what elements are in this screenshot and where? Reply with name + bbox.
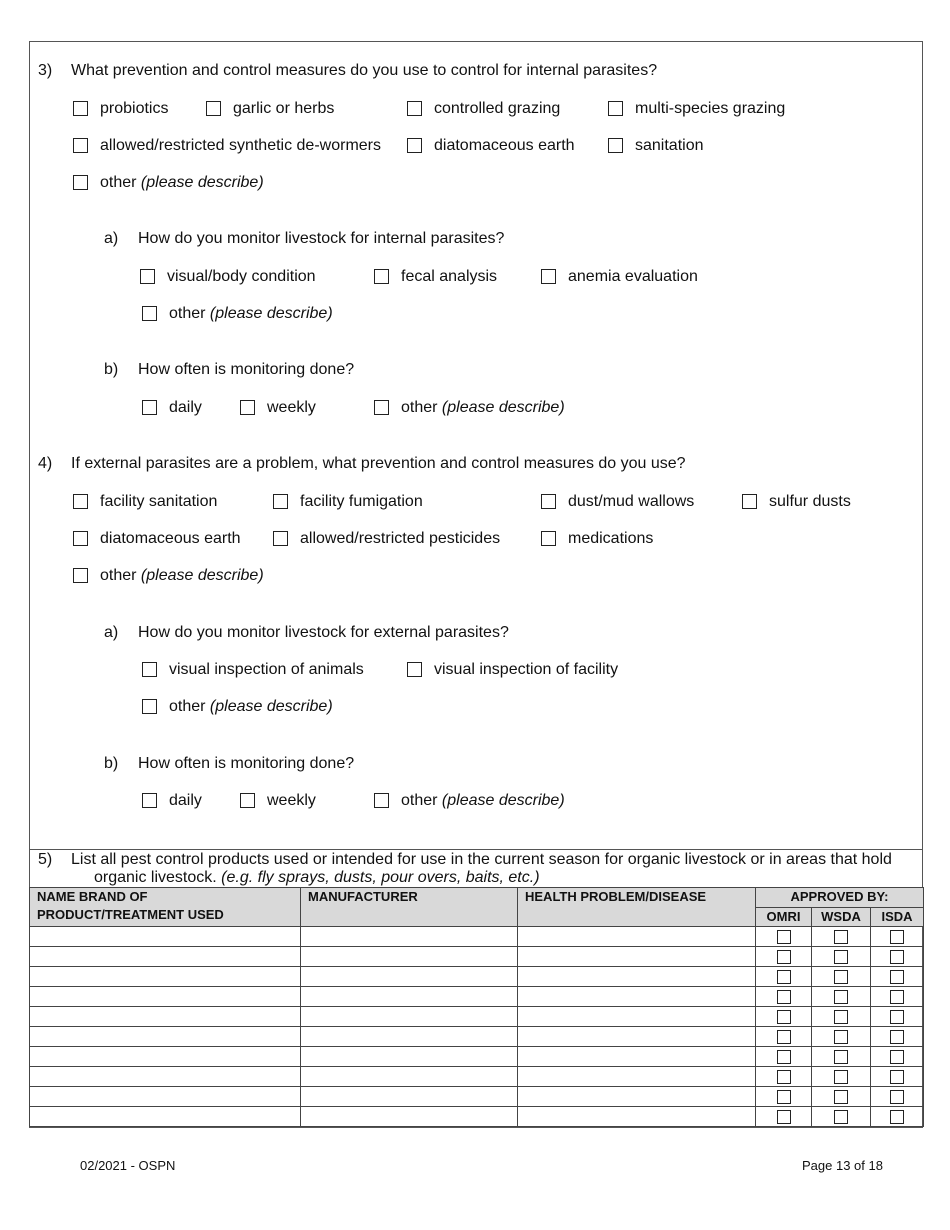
cell-isda: [871, 1007, 924, 1027]
table-row: [30, 967, 924, 987]
cell-product[interactable]: [30, 967, 301, 987]
checkbox[interactable]: [73, 568, 88, 583]
table-row: [30, 1047, 924, 1067]
pest-products-table: [29, 887, 924, 1127]
wsda-checkbox[interactable]: [834, 930, 848, 944]
q5-question: List all pest control products used or intended for use in the current season for organic livestock or in areas that hold: [71, 851, 892, 868]
checkbox[interactable]: [541, 531, 556, 546]
checkbox[interactable]: [73, 494, 88, 509]
cell-omri: [756, 947, 812, 967]
cell-health-problem[interactable]: [518, 1027, 756, 1047]
cell-health-problem[interactable]: [518, 1007, 756, 1027]
cell-manufacturer[interactable]: [301, 1087, 518, 1107]
isda-checkbox[interactable]: [890, 970, 904, 984]
table-row: [30, 1027, 924, 1047]
omri-checkbox[interactable]: [777, 1050, 791, 1064]
omri-checkbox[interactable]: [777, 990, 791, 1004]
cell-wsda: [812, 1007, 871, 1027]
isda-checkbox[interactable]: [890, 1050, 904, 1064]
cell-health-problem[interactable]: [518, 947, 756, 967]
cell-wsda: [812, 1047, 871, 1067]
checkbox[interactable]: [142, 699, 157, 714]
checkbox[interactable]: [240, 793, 255, 808]
cell-health-problem[interactable]: [518, 927, 756, 947]
cell-isda: [871, 987, 924, 1007]
cell-wsda: [812, 1027, 871, 1047]
cell-health-problem[interactable]: [518, 1067, 756, 1087]
checkbox[interactable]: [407, 101, 422, 116]
isda-checkbox[interactable]: [890, 1070, 904, 1084]
q3b-label: b): [104, 361, 119, 378]
checkbox[interactable]: [407, 662, 422, 677]
table-row: [30, 1107, 924, 1127]
cell-product[interactable]: [30, 1087, 301, 1107]
q5-question-line2: organic livestock. (e.g. fly sprays, dusts, pour overs, baits, etc.): [94, 869, 540, 886]
cell-isda: [871, 967, 924, 987]
cell-isda: [871, 1027, 924, 1047]
cell-omri: [756, 987, 812, 1007]
table-row: [30, 1087, 924, 1107]
cell-wsda: [812, 927, 871, 947]
cell-omri: [756, 927, 812, 947]
checkbox[interactable]: [142, 400, 157, 415]
isda-checkbox[interactable]: [890, 990, 904, 1004]
cell-health-problem[interactable]: [518, 1107, 756, 1127]
table-row: [30, 1007, 924, 1027]
cell-product[interactable]: [30, 1007, 301, 1027]
q4b-question: How often is monitoring done?: [138, 755, 355, 772]
omri-checkbox[interactable]: [777, 1010, 791, 1024]
checkbox[interactable]: [608, 138, 623, 153]
cell-product[interactable]: [30, 947, 301, 967]
cell-isda: [871, 1067, 924, 1087]
cell-omri: [756, 1007, 812, 1027]
wsda-checkbox[interactable]: [834, 1110, 848, 1124]
cell-isda: [871, 1047, 924, 1067]
checkbox[interactable]: [273, 531, 288, 546]
checkbox[interactable]: [73, 531, 88, 546]
omri-checkbox[interactable]: [777, 1030, 791, 1044]
cell-omri: [756, 1107, 812, 1127]
cell-isda: [871, 947, 924, 967]
cell-manufacturer[interactable]: [301, 947, 518, 967]
cell-omri: [756, 1027, 812, 1047]
q3a-label: a): [104, 230, 119, 247]
header-health-problem: HEALTH PROBLEM/DISEASE: [518, 888, 756, 927]
q4a-label: a): [104, 624, 119, 641]
cell-product[interactable]: [30, 1107, 301, 1127]
cell-product[interactable]: [30, 987, 301, 1007]
cell-health-problem[interactable]: [518, 967, 756, 987]
table-row: [30, 947, 924, 967]
cell-manufacturer[interactable]: [301, 1027, 518, 1047]
checkbox[interactable]: [142, 662, 157, 677]
header-omri: OMRI: [756, 908, 812, 927]
cell-health-problem[interactable]: [518, 1047, 756, 1067]
wsda-checkbox[interactable]: [834, 950, 848, 964]
isda-checkbox[interactable]: [890, 1010, 904, 1024]
cell-manufacturer[interactable]: [301, 1047, 518, 1067]
q4-number: 4): [38, 455, 53, 472]
checkbox[interactable]: [541, 494, 556, 509]
cell-manufacturer[interactable]: [301, 927, 518, 947]
wsda-checkbox[interactable]: [834, 990, 848, 1004]
isda-checkbox[interactable]: [890, 1030, 904, 1044]
wsda-checkbox[interactable]: [834, 1090, 848, 1104]
cell-product[interactable]: [30, 1067, 301, 1087]
q3b-question: How often is monitoring done?: [138, 361, 355, 378]
cell-isda: [871, 1087, 924, 1107]
omri-checkbox[interactable]: [777, 950, 791, 964]
q3-question: What prevention and control measures do you use to control for internal parasites?: [71, 62, 658, 79]
wsda-checkbox[interactable]: [834, 1010, 848, 1024]
cell-product[interactable]: [30, 1047, 301, 1067]
table-row: [30, 987, 924, 1007]
checkbox[interactable]: [73, 138, 88, 153]
q4b-label: b): [104, 755, 119, 772]
cell-product[interactable]: [30, 1027, 301, 1047]
cell-manufacturer[interactable]: [301, 1067, 518, 1087]
table-row: [30, 1067, 924, 1087]
checkbox[interactable]: [73, 175, 88, 190]
cell-wsda: [812, 1107, 871, 1127]
cell-wsda: [812, 1087, 871, 1107]
cell-omri: [756, 1067, 812, 1087]
header-approved-by: APPROVED BY:: [756, 888, 924, 908]
omri-checkbox[interactable]: [777, 930, 791, 944]
cell-manufacturer[interactable]: [301, 967, 518, 987]
isda-checkbox[interactable]: [890, 930, 904, 944]
isda-checkbox[interactable]: [890, 1090, 904, 1104]
header-product: NAME BRAND OF PRODUCT/TREATMENT USED: [30, 888, 301, 927]
checkbox[interactable]: [240, 400, 255, 415]
checkbox[interactable]: [407, 138, 422, 153]
cell-health-problem[interactable]: [518, 1087, 756, 1107]
omri-checkbox[interactable]: [777, 1070, 791, 1084]
omri-checkbox[interactable]: [777, 1090, 791, 1104]
cell-product[interactable]: [30, 927, 301, 947]
checkbox[interactable]: [73, 101, 88, 116]
footer-page-number: Page 13 of 18: [802, 1158, 883, 1173]
cell-wsda: [812, 947, 871, 967]
wsda-checkbox[interactable]: [834, 970, 848, 984]
q3-number: 3): [38, 62, 53, 79]
checkbox[interactable]: [742, 494, 757, 509]
checkbox[interactable]: [374, 793, 389, 808]
omri-checkbox[interactable]: [777, 970, 791, 984]
footer-date: 02/2021 - OSPN: [80, 1158, 176, 1173]
header-wsda: WSDA: [812, 908, 871, 927]
checkbox[interactable]: [140, 269, 155, 284]
q5-number: 5): [38, 851, 53, 868]
cell-health-problem[interactable]: [518, 987, 756, 1007]
cell-manufacturer[interactable]: [301, 987, 518, 1007]
cell-wsda: [812, 967, 871, 987]
header-manufacturer: MANUFACTURER: [301, 888, 518, 927]
cell-manufacturer[interactable]: [301, 1107, 518, 1127]
wsda-checkbox[interactable]: [834, 1050, 848, 1064]
wsda-checkbox[interactable]: [834, 1070, 848, 1084]
cell-omri: [756, 1087, 812, 1107]
cell-manufacturer[interactable]: [301, 1007, 518, 1027]
checkbox[interactable]: [541, 269, 556, 284]
cell-wsda: [812, 987, 871, 1007]
checkbox[interactable]: [273, 494, 288, 509]
q3a-question: How do you monitor livestock for internal parasites?: [138, 230, 505, 247]
omri-checkbox[interactable]: [777, 1110, 791, 1124]
cell-omri: [756, 1047, 812, 1067]
isda-checkbox[interactable]: [890, 1110, 904, 1124]
checkbox[interactable]: [142, 306, 157, 321]
checkbox[interactable]: [142, 793, 157, 808]
checkbox[interactable]: [374, 269, 389, 284]
table-row: [30, 927, 924, 947]
checkbox[interactable]: [374, 400, 389, 415]
q4-question: If external parasites are a problem, what prevention and control measures do you use?: [71, 455, 686, 472]
checkbox[interactable]: [608, 101, 623, 116]
checkbox[interactable]: [206, 101, 221, 116]
isda-checkbox[interactable]: [890, 950, 904, 964]
cell-wsda: [812, 1067, 871, 1087]
cell-isda: [871, 1107, 924, 1127]
cell-omri: [756, 967, 812, 987]
q4a-question: How do you monitor livestock for external parasites?: [138, 624, 509, 641]
cell-isda: [871, 927, 924, 947]
wsda-checkbox[interactable]: [834, 1030, 848, 1044]
header-isda: ISDA: [871, 908, 924, 927]
